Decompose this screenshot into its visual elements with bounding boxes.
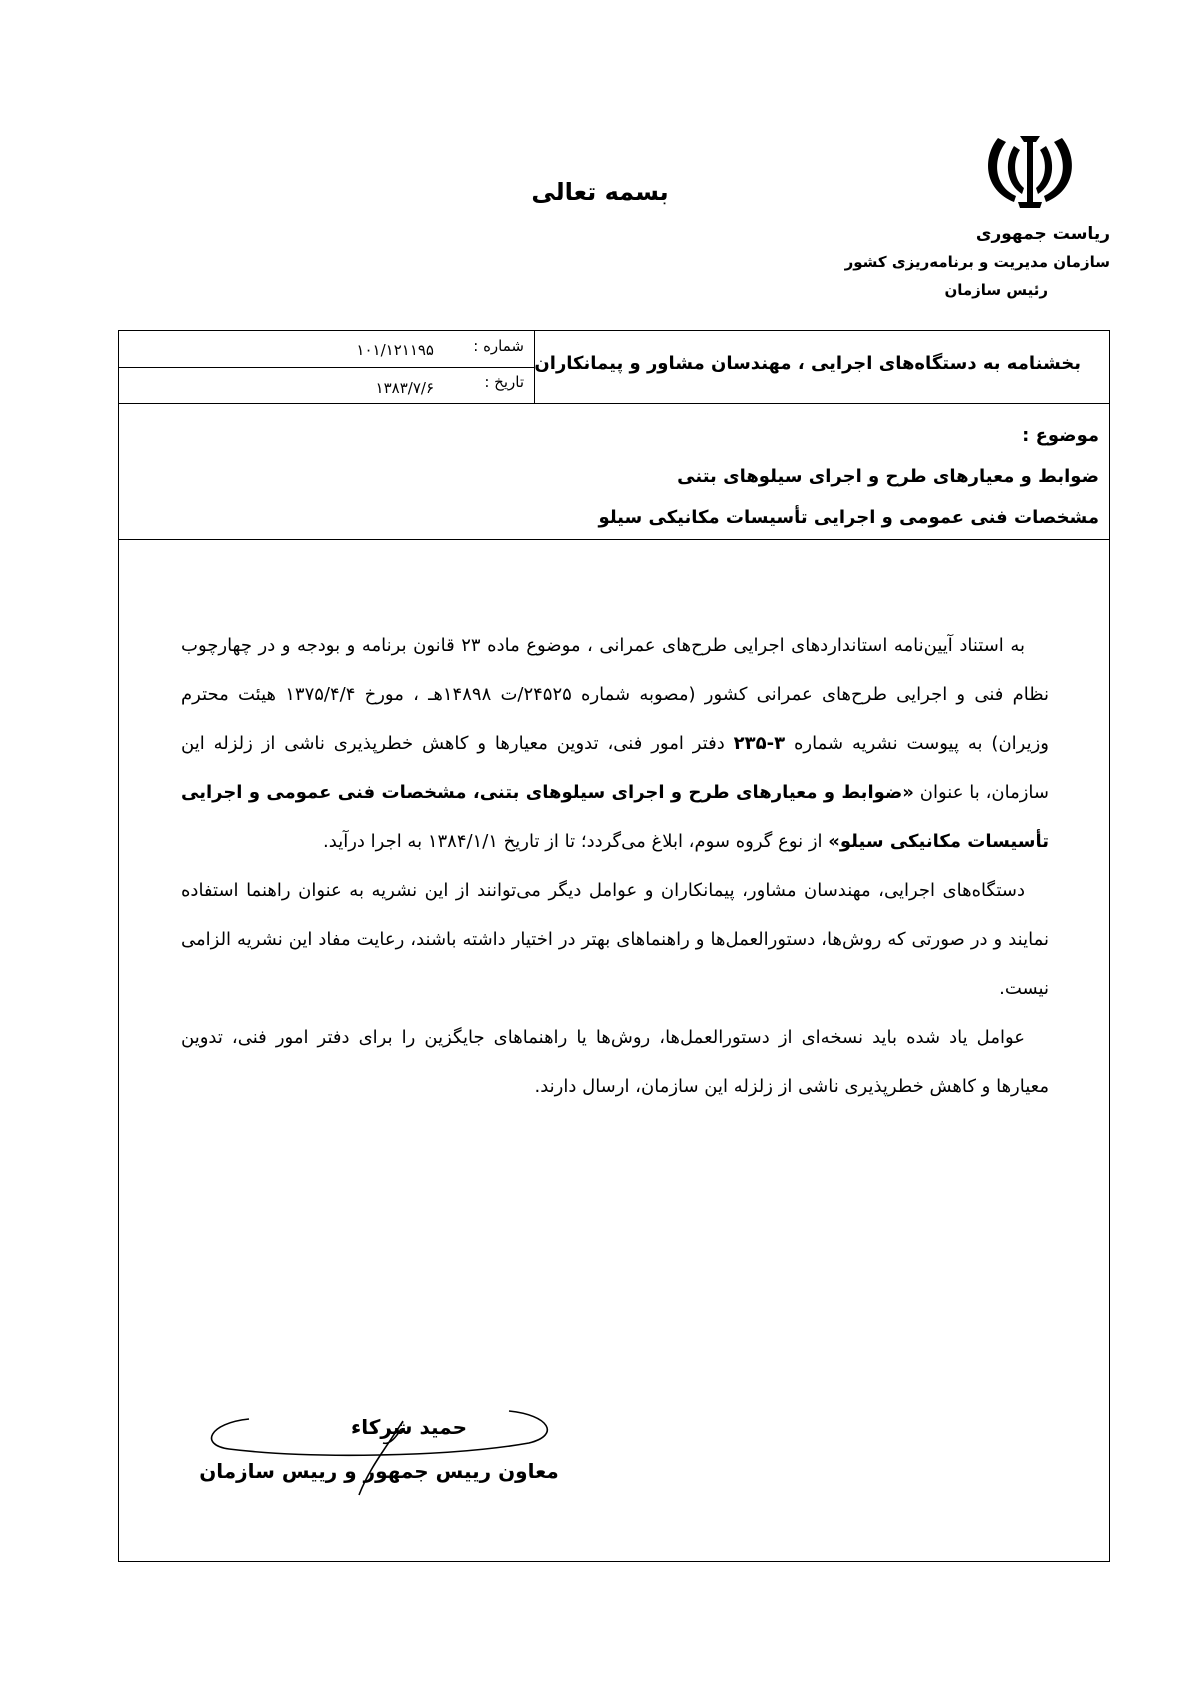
subject-block [139,415,1099,538]
body-p1-part-c: دفتر امور فنی، تدوین معیارها و کاهش خطرپذیری ناشی از زلزله این سازمان، با عنوان [181,733,1049,803]
subject-line-1: ضوابط و معیارهای طرح و اجرای سیلوهای بتنی [677,466,1099,487]
letterhead [800,220,1110,304]
letter-body [181,621,1049,1111]
iran-emblem-icon [980,128,1080,212]
date-value: ۱۳۸۳/۷/۶ [375,379,434,397]
body-p1-publication-title: «ضوابط و معیارهای طرح و اجرای سیلوهای بتنی، مشخصات فنی عمومی و اجرایی تأسیسات مکانیکی سیلو» [181,782,1049,852]
letterhead-line-organization: سازمان مدیریت و برنامه‌ریزی کشور [844,253,1110,271]
reference-box [119,331,535,404]
signature-block [189,1399,569,1499]
recipients-line: بخشنامه به دستگاه‌های اجرایی ، مهندسان مشاور و پیمانکاران [534,353,1081,374]
body-p1-part-e: از نوع گروه سوم، ابلاغ می‌گردد؛ تا از تاریخ ۱۳۸۴/۱/۱ به اجرا درآید. [323,831,829,852]
subject-line-2: مشخصات فنی عمومی و اجرایی تأسیسات مکانیکی سیلو [598,507,1099,528]
signature-scribble-icon [189,1399,569,1499]
subject-label: موضوع : [1022,425,1099,446]
body-p1-publication-number: ۳-۲۳۵ [733,733,786,754]
date-label: تاریخ : [484,373,524,391]
number-label: شماره : [473,337,524,355]
letter-frame [118,330,1110,1562]
letter-top-row [119,331,1109,404]
number-value: ۱۰۱/۱۲۱۱۹۵ [356,341,434,359]
body-paragraph-1 [181,621,1049,866]
letterhead-line-head: رئیس سازمان [944,281,1048,299]
body-p1-part-a: به استناد آیین‌نامه استانداردهای اجرایی طرح‌های عمرانی ، موضوع ماده ۲۳ قانون برنامه و بودجه و در چهارچوب نظام فنی و اجرایی طرح‌های عمرانی کشور (مصوبه شماره ۲۴۵۲۵/ت ۱۴۸۹۸هـ ، مورخ ۱۳۷۵/۴/۴ هیئت محترم وزیران) به پیوست نشریه شماره [181,635,1049,754]
basmala-heading: بسمه تعالی [531,178,669,206]
signatory-name: حمید شرکاء [351,1415,467,1439]
reference-divider [119,367,534,368]
letterhead-line-presidency: ریاست جمهوری [975,224,1110,244]
subject-divider [119,539,1109,540]
body-paragraph-3: عوامل یاد شده باید نسخه‌ای از دستورالعمل‌ها، روش‌ها یا راهنماهای جایگزین را برای دفتر امور فنی، تدوین معیارها و کاهش خطرپذیری ناشی از زلزله این سازمان، ارسال دارند. [181,1027,1049,1097]
body-paragraph-2: دستگاه‌های اجرایی، مهندسان مشاور، پیمانکاران و عوامل دیگر می‌توانند از این نشریه به عنوان راهنما استفاده نمایند و در صورتی که روش‌ها، دستورالعمل‌ها و راهنماهای بهتر در اختیار داشته باشند، رعایت مفاد این نشریه الزامی نیست. [181,880,1049,999]
signatory-title: معاون رییس جمهور و رییس سازمان [199,1459,559,1483]
